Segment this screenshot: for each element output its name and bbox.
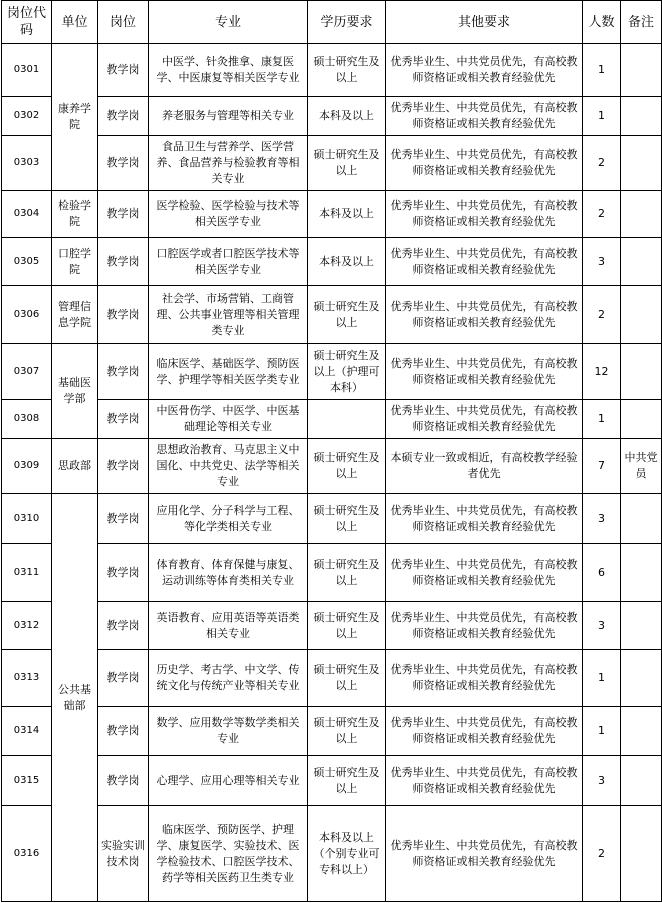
header-edu: 学历要求 bbox=[308, 1, 386, 44]
table-row bbox=[2, 344, 662, 400]
row-other: 优秀毕业生、中共党员优先，有高校教师资格证或相关教育经验优先 bbox=[386, 136, 583, 191]
row-major: 思想政治教育、马克思主义中国化、中共党史、法学等相关专业 bbox=[149, 439, 308, 494]
row-other: 优秀毕业生、中共党员优先，有高校教师资格证或相关教育经验优先 bbox=[386, 97, 583, 136]
row-code: 0311 bbox=[2, 544, 52, 602]
row-note bbox=[621, 544, 662, 602]
row-unit: 检验学院 bbox=[52, 191, 98, 238]
row-major: 医学检验、医学检验与技术等相关医学专业 bbox=[149, 191, 308, 238]
row-code: 0316 bbox=[2, 806, 52, 902]
row-note: 中共党员 bbox=[621, 439, 662, 494]
table-row bbox=[2, 97, 662, 136]
row-code: 0301 bbox=[2, 44, 52, 97]
row-code: 0308 bbox=[2, 400, 52, 439]
row-count: 12 bbox=[583, 344, 621, 400]
header-unit: 单位 bbox=[52, 1, 98, 44]
row-other: 优秀毕业生、中共党员优先，有高校教师资格证或相关教育经验优先 bbox=[386, 544, 583, 602]
row-edu: 本科及以上 bbox=[308, 191, 386, 238]
table-row bbox=[2, 286, 662, 344]
row-post: 教学岗 bbox=[98, 756, 149, 806]
table-row bbox=[2, 494, 662, 544]
row-other: 优秀毕业生、中共党员优先，有高校教师资格证或相关教育经验优先 bbox=[386, 602, 583, 650]
row-other: 优秀毕业生、中共党员优先，有高校教师资格证或相关教育经验优先 bbox=[386, 756, 583, 806]
row-edu: 硕士研究生及以上 bbox=[308, 494, 386, 544]
row-post: 教学岗 bbox=[98, 707, 149, 756]
header-row bbox=[2, 1, 662, 44]
row-note bbox=[621, 650, 662, 707]
row-edu: 硕士研究生及以上 bbox=[308, 44, 386, 97]
table-row bbox=[2, 191, 662, 238]
row-other: 优秀毕业生、中共党员优先，有高校教师资格证或相关教育经验优先 bbox=[386, 286, 583, 344]
table-row bbox=[2, 238, 662, 286]
row-other: 优秀毕业生、中共党员优先，有高校教师资格证或相关教育经验优先 bbox=[386, 494, 583, 544]
row-code: 0307 bbox=[2, 344, 52, 400]
row-other: 优秀毕业生、中共党员优先，有高校教师资格证或相关教育经验优先 bbox=[386, 650, 583, 707]
row-other: 优秀毕业生、中共党员优先，有高校教师资格证或相关教育经验优先 bbox=[386, 44, 583, 97]
row-post: 教学岗 bbox=[98, 650, 149, 707]
row-count: 3 bbox=[583, 494, 621, 544]
table-row bbox=[2, 650, 662, 707]
row-edu: 本科及以上（个别专业可专科以上） bbox=[308, 806, 386, 902]
row-code: 0306 bbox=[2, 286, 52, 344]
row-major: 中医骨伤学、中医学、中医基础理论等相关专业 bbox=[149, 400, 308, 439]
row-edu: 硕士研究生及以上（护理可本科） bbox=[308, 344, 386, 400]
row-post: 实验实训技术岗 bbox=[98, 806, 149, 902]
row-code: 0305 bbox=[2, 238, 52, 286]
row-major: 中医学、针灸推拿、康复医学、中医康复等相关医学专业 bbox=[149, 44, 308, 97]
header-major: 专业 bbox=[149, 1, 308, 44]
table-row bbox=[2, 44, 662, 97]
row-edu: 硕士研究生及以上 bbox=[308, 650, 386, 707]
row-count: 6 bbox=[583, 544, 621, 602]
row-major: 英语教育、应用英语等英语类相关专业 bbox=[149, 602, 308, 650]
row-code: 0315 bbox=[2, 756, 52, 806]
row-post: 教学岗 bbox=[98, 544, 149, 602]
row-count: 2 bbox=[583, 806, 621, 902]
row-edu: 硕士研究生及以上 bbox=[308, 756, 386, 806]
row-major: 养老服务与管理等相关专业 bbox=[149, 97, 308, 136]
recruitment-table bbox=[1, 0, 662, 902]
row-other: 优秀毕业生、中共党员优先，有高校教师资格证或相关教育经验优先 bbox=[386, 806, 583, 902]
row-edu: 硕士研究生及以上 bbox=[308, 136, 386, 191]
table-row bbox=[2, 544, 662, 602]
row-code: 0302 bbox=[2, 97, 52, 136]
row-major: 数学、应用数学等数学类相关专业 bbox=[149, 707, 308, 756]
row-count: 2 bbox=[583, 191, 621, 238]
row-note bbox=[621, 191, 662, 238]
row-note bbox=[621, 286, 662, 344]
row-post: 教学岗 bbox=[98, 136, 149, 191]
row-note bbox=[621, 707, 662, 756]
row-code: 0303 bbox=[2, 136, 52, 191]
row-major: 临床医学、基础医学、预防医学、护理学等相关医学类专业 bbox=[149, 344, 308, 400]
row-edu: 硕士研究生及以上 bbox=[308, 544, 386, 602]
row-code: 0309 bbox=[2, 439, 52, 494]
row-unit: 口腔学院 bbox=[52, 238, 98, 286]
row-major: 心理学、应用心理等相关专业 bbox=[149, 756, 308, 806]
row-note bbox=[621, 344, 662, 400]
row-post: 教学岗 bbox=[98, 44, 149, 97]
row-other: 优秀毕业生、中共党员优先，有高校教师资格证或相关教育经验优先 bbox=[386, 707, 583, 756]
row-major: 历史学、考古学、中文学、传统文化与传统产业等相关专业 bbox=[149, 650, 308, 707]
row-count: 1 bbox=[583, 707, 621, 756]
row-post: 教学岗 bbox=[98, 602, 149, 650]
table-row bbox=[2, 806, 662, 902]
row-count: 7 bbox=[583, 439, 621, 494]
row-edu: 本科及以上 bbox=[308, 97, 386, 136]
row-code: 0314 bbox=[2, 707, 52, 756]
row-post: 教学岗 bbox=[98, 97, 149, 136]
row-post: 教学岗 bbox=[98, 494, 149, 544]
row-note bbox=[621, 238, 662, 286]
row-code: 0313 bbox=[2, 650, 52, 707]
header-count: 人数 bbox=[583, 1, 621, 44]
row-other: 优秀毕业生、中共党员优先，有高校教师资格证或相关教育经验优先 bbox=[386, 238, 583, 286]
row-post: 教学岗 bbox=[98, 238, 149, 286]
row-note bbox=[621, 400, 662, 439]
table-row bbox=[2, 756, 662, 806]
table-row bbox=[2, 439, 662, 494]
row-count: 1 bbox=[583, 400, 621, 439]
row-note bbox=[621, 97, 662, 136]
row-count: 1 bbox=[583, 650, 621, 707]
row-count: 1 bbox=[583, 44, 621, 97]
row-edu: 硕士研究生及以上 bbox=[308, 602, 386, 650]
row-count: 2 bbox=[583, 136, 621, 191]
row-major: 食品卫生与营养学、医学营养、食品营养与检验教育等相关专业 bbox=[149, 136, 308, 191]
row-unit: 公共基础部 bbox=[52, 494, 98, 902]
row-note bbox=[621, 136, 662, 191]
row-edu bbox=[308, 400, 386, 439]
row-other: 优秀毕业生、中共党员优先，有高校教师资格证或相关教育经验优先 bbox=[386, 344, 583, 400]
row-note bbox=[621, 44, 662, 97]
row-post: 教学岗 bbox=[98, 344, 149, 400]
row-code: 0304 bbox=[2, 191, 52, 238]
header-other: 其他要求 bbox=[386, 1, 583, 44]
row-code: 0310 bbox=[2, 494, 52, 544]
table-row bbox=[2, 136, 662, 191]
row-note bbox=[621, 806, 662, 902]
row-note bbox=[621, 494, 662, 544]
row-unit: 康养学院 bbox=[52, 44, 98, 191]
row-major: 临床医学、预防医学、护理学、康复医学、实验技术、医学检验技术、口腔医学技术、药学等相关医药卫生类专业 bbox=[149, 806, 308, 902]
row-count: 2 bbox=[583, 286, 621, 344]
row-note bbox=[621, 756, 662, 806]
row-other: 本硕专业一致或相近，有高校教学经验者优先 bbox=[386, 439, 583, 494]
header-note: 备注 bbox=[621, 1, 662, 44]
row-unit: 基础医学部 bbox=[52, 344, 98, 439]
row-major: 应用化学、分子科学与工程、等化学类相关专业 bbox=[149, 494, 308, 544]
row-count: 3 bbox=[583, 756, 621, 806]
row-edu: 本科及以上 bbox=[308, 238, 386, 286]
header-post: 岗位 bbox=[98, 1, 149, 44]
table-row bbox=[2, 400, 662, 439]
row-post: 教学岗 bbox=[98, 439, 149, 494]
table-row bbox=[2, 602, 662, 650]
row-other: 优秀毕业生、中共党员优先，有高校教师资格证或相关教育经验优先 bbox=[386, 400, 583, 439]
row-post: 教学岗 bbox=[98, 191, 149, 238]
row-count: 1 bbox=[583, 97, 621, 136]
row-major: 社会学、市场营销、工商管理、公共事业管理等相关管理类专业 bbox=[149, 286, 308, 344]
row-post: 教学岗 bbox=[98, 400, 149, 439]
header-code: 岗位代码 bbox=[2, 1, 52, 44]
row-edu: 硕士研究生及以上 bbox=[308, 707, 386, 756]
row-unit: 思政部 bbox=[52, 439, 98, 494]
row-other: 优秀毕业生、中共党员优先，有高校教师资格证或相关教育经验优先 bbox=[386, 191, 583, 238]
row-major: 口腔医学或者口腔医学技术等相关医学专业 bbox=[149, 238, 308, 286]
row-edu: 硕士研究生及以上 bbox=[308, 439, 386, 494]
row-count: 3 bbox=[583, 602, 621, 650]
row-note bbox=[621, 602, 662, 650]
row-code: 0312 bbox=[2, 602, 52, 650]
row-edu: 硕士研究生及以上 bbox=[308, 286, 386, 344]
row-count: 3 bbox=[583, 238, 621, 286]
table-row bbox=[2, 707, 662, 756]
row-unit: 管理信息学院 bbox=[52, 286, 98, 344]
row-major: 体育教育、体育保健与康复、运动训练等体育类相关专业 bbox=[149, 544, 308, 602]
row-post: 教学岗 bbox=[98, 286, 149, 344]
